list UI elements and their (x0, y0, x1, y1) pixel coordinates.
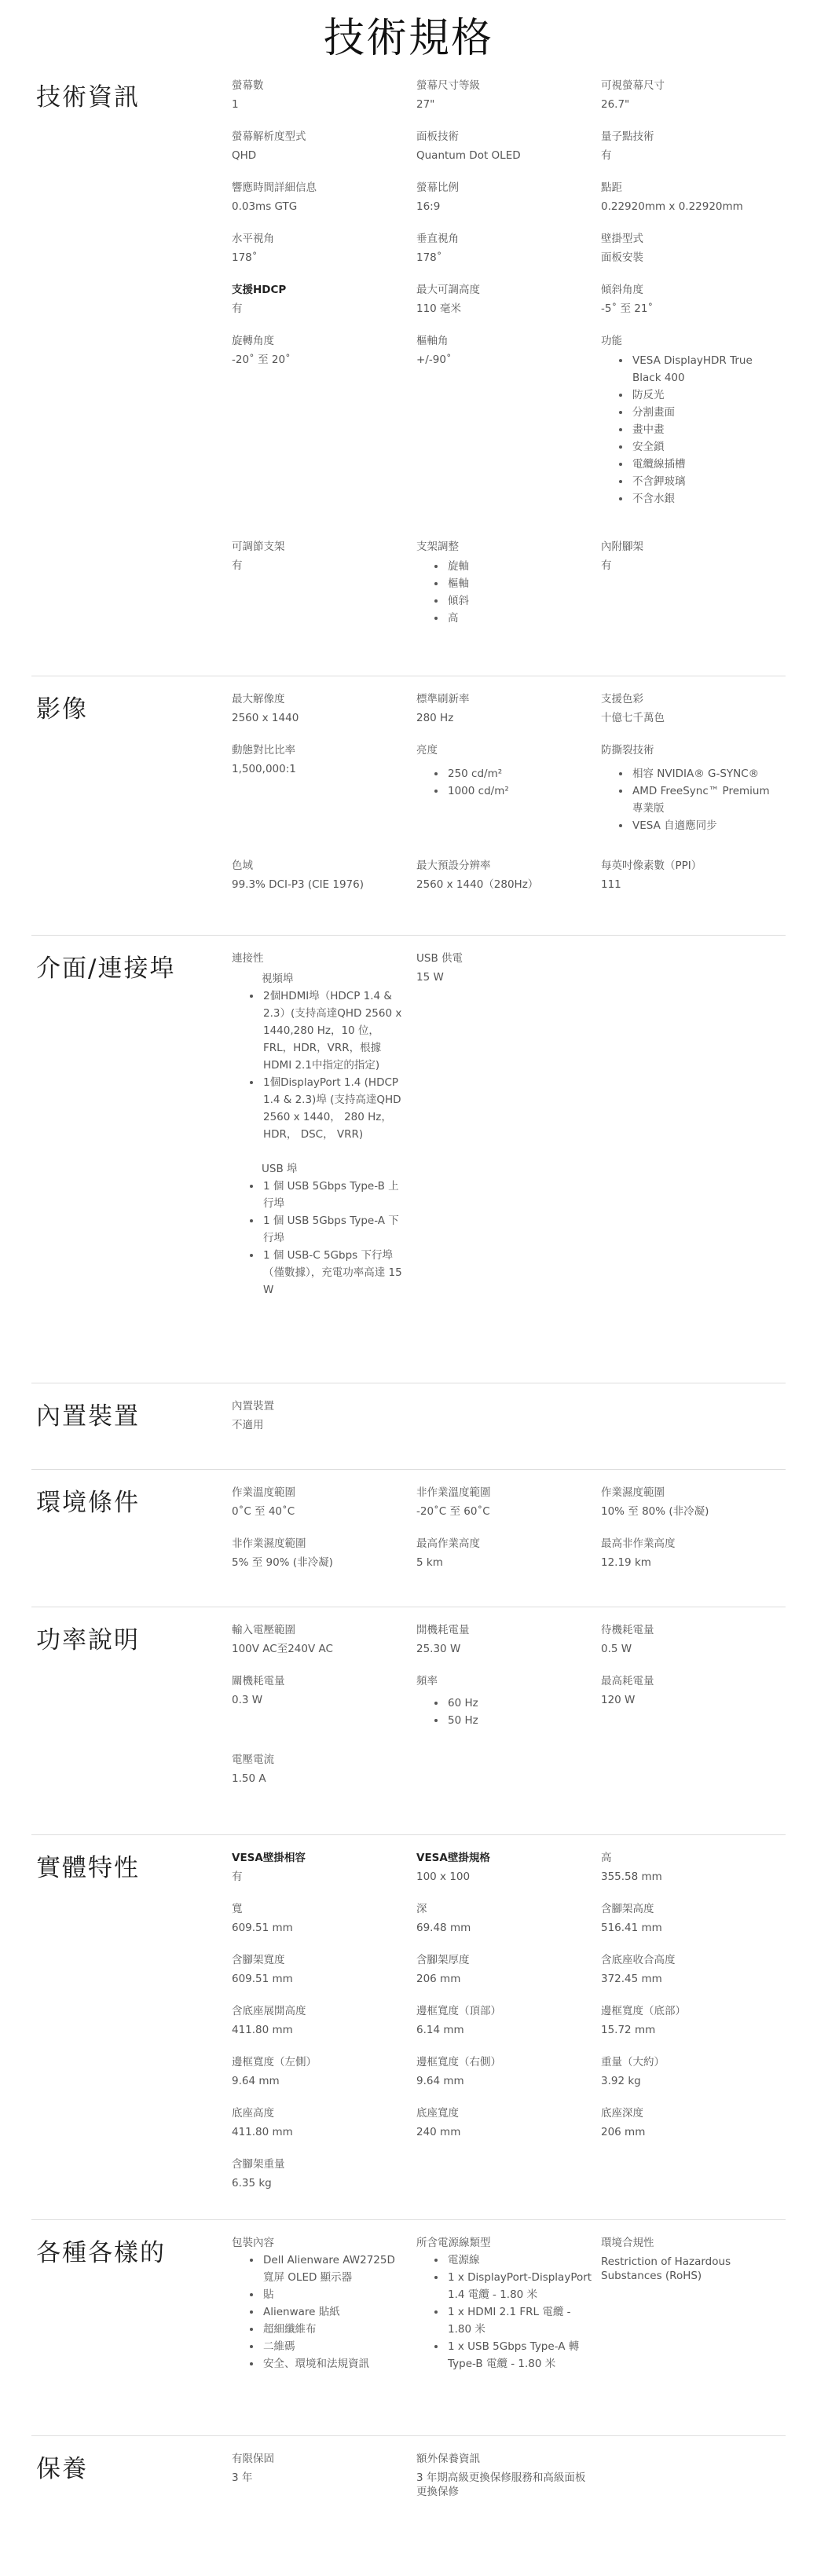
spec-item-op-temp (232, 1486, 408, 1519)
spec-label: 含腳架厚度 (416, 1954, 470, 1966)
spec-value-list (416, 765, 593, 800)
spec-item-panel-tech (416, 130, 593, 163)
spec-value: 3.92 kg (601, 2075, 641, 2087)
spec-value: 12.19 km (601, 1556, 651, 1569)
spec-label: 邊框寬度（底部） (601, 2005, 686, 2017)
spec-label: 含腳架重量 (232, 2158, 285, 2171)
spec-label: 量子點技術 (601, 130, 654, 143)
spec-value: 110 毫米 (416, 302, 462, 315)
spec-label: 最大可調高度 (416, 284, 480, 296)
section-title: 保養 (36, 2455, 88, 2483)
spec-value: 100V AC至240V AC (232, 1643, 333, 1655)
spec-item-base-height (232, 2106, 408, 2139)
list-item: • 1 個 USB-C 5Gbps 下行埠（僅數據），充電功率高達 15 W (262, 1247, 408, 1299)
spec-value-list (416, 2252, 593, 2373)
spec-item-depth-with-stand (416, 1953, 593, 1986)
spec-label: 額外保養資訊 (416, 2453, 480, 2465)
spec-value: 1 (232, 98, 239, 111)
spec-item-screen-size-class (416, 79, 593, 112)
spec-label: 功能 (601, 335, 622, 347)
spec-label: 螢幕尺寸等級 (416, 79, 480, 92)
spec-item-h-viewing-angle (232, 232, 408, 265)
spec-item-bezel-bottom (601, 2004, 778, 2037)
spec-item-wall-mount-type (601, 232, 778, 265)
list-item: • 1 x DisplayPort-DisplayPort 1.4 電纜 - 1.80 米 (446, 2269, 593, 2303)
spec-value: -20˚C 至 60˚C (416, 1505, 490, 1518)
spec-value: 有 (601, 149, 612, 162)
spec-value: -5˚ 至 21˚ (601, 302, 654, 315)
spec-value: 411.80 mm (232, 2024, 293, 2036)
spec-label: 旋轉角度 (232, 335, 274, 347)
spec-item-vesa-spec (416, 1851, 593, 1884)
spec-label: 寬 (232, 1903, 243, 1915)
spec-item-base-depth (601, 2106, 778, 2139)
video-ports-label: 視頻埠 (262, 973, 294, 985)
spec-item-pixel-pitch (601, 181, 778, 214)
spec-item-usb-power (416, 951, 593, 984)
list-item: • 旋軸 (446, 558, 593, 575)
list-item: • 安全鎖 (631, 438, 778, 456)
spec-item-quantum-dot (601, 130, 778, 163)
spec-label: 深 (416, 1903, 427, 1915)
spec-label: 內附腳架 (601, 540, 643, 553)
list-item: • 貼 (262, 2286, 408, 2303)
spec-item-connectivity (232, 951, 408, 1299)
spec-label: 包裝內容 (232, 2237, 274, 2249)
section-title: 環境條件 (36, 1489, 140, 1517)
spec-label: 面板技術 (416, 130, 459, 143)
spec-value: 15.72 mm (601, 2024, 656, 2036)
section-warranty (31, 2435, 786, 2570)
spec-item-max-power (601, 1674, 778, 1707)
spec-item-base-width (416, 2106, 593, 2139)
spec-value: 16:9 (416, 200, 441, 213)
section-builtin (31, 1383, 786, 1470)
spec-label: 傾斜角度 (601, 284, 643, 296)
spec-value: 206 mm (601, 2126, 646, 2138)
spec-item-weight-with-stand (232, 2157, 408, 2190)
list-item: • 1 x HDMI 2.1 FRL 電纜 - 1.80 米 (446, 2303, 593, 2338)
list-item: • 1 個 USB 5Gbps Type-B 上行埠 (262, 1178, 408, 1212)
list-item: • 1個DisplayPort 1.4 (HDCP 1.4 & 2.3)埠 (支持高達QHD 2560 x 1440， 280 Hz， HDR， DSC， VRR) (262, 1074, 408, 1143)
spec-label: USB 供電 (416, 952, 463, 965)
spec-value: 10% 至 80% (非冷凝) (601, 1505, 709, 1518)
spec-value-list (232, 2252, 408, 2373)
list-item: • 不含水銀 (631, 490, 778, 508)
spec-value: +/-90˚ (416, 354, 452, 366)
spec-value: 280 Hz (416, 712, 454, 724)
section-image (31, 676, 786, 936)
spec-label: 關機耗電量 (232, 1675, 285, 1687)
spec-item-current (232, 1753, 408, 1786)
list-item: • 樞軸 (446, 575, 593, 592)
list-item: • 畫中畫 (631, 421, 778, 438)
spec-value: 355.58 mm (601, 1871, 662, 1883)
list-item: • 高 (446, 610, 593, 627)
spec-item-max-resolution (232, 692, 408, 725)
spec-label: 邊框寬度（頂部） (416, 2005, 501, 2017)
spec-item-bezel-left (232, 2055, 408, 2088)
spec-item-screen-count (232, 79, 408, 112)
spec-value: 372.45 mm (601, 1973, 662, 1985)
spec-label: 每英吋像素數（PPI） (601, 859, 702, 872)
spec-label: 響應時間詳細信息 (232, 181, 317, 194)
spec-value: 3 年期高級更換保修服務和高級面板更換保修 (416, 2472, 586, 2498)
spec-label: 最高作業高度 (416, 1537, 480, 1550)
page-title: 技術規格 (323, 15, 493, 62)
list-item: • Dell Alienware AW2725D 寬屏 OLED 顯示器 (262, 2252, 408, 2286)
spec-value: 69.48 mm (416, 1922, 471, 1934)
spec-item-collapsed-height (601, 1953, 778, 1986)
spec-item-tilt-angle (601, 283, 778, 316)
spec-item-bezel-top (416, 2004, 593, 2037)
spec-value: 0.5 W (601, 1643, 632, 1655)
spec-label: 支援HDCP (232, 284, 287, 296)
list-item: • AMD FreeSync™ Premium 專業版 (631, 782, 778, 817)
spec-label: 亮度 (416, 744, 438, 757)
spec-item-width (232, 1902, 408, 1935)
spec-label: 支架調整 (416, 540, 459, 553)
spec-label: 非作業濕度範圍 (232, 1537, 306, 1550)
spec-label: 可視螢幕尺寸 (601, 79, 665, 92)
spec-label: 底座寬度 (416, 2107, 459, 2120)
spec-item-aspect-ratio (416, 181, 593, 214)
spec-item-builtin-devices (232, 1399, 408, 1432)
spec-label: 螢幕數 (232, 79, 264, 92)
spec-value: 516.41 mm (601, 1922, 662, 1934)
spec-value: 240 mm (416, 2126, 461, 2138)
section-title: 技術資訊 (36, 83, 140, 112)
spec-value: 99.3% DCI-P3 (CIE 1976) (232, 878, 364, 891)
spec-value: 206 mm (416, 1973, 461, 1985)
section-title: 功率說明 (36, 1626, 140, 1654)
spec-item-max-op-altitude (416, 1537, 593, 1570)
spec-item-width-with-stand (232, 1953, 408, 1986)
spec-value: 0˚C 至 40˚C (232, 1505, 295, 1518)
spec-label: 螢幕解析度型式 (232, 130, 306, 143)
spec-item-off-power (232, 1674, 408, 1707)
section-ports (31, 935, 786, 1383)
spec-value: 1,500,000:1 (232, 763, 296, 775)
spec-label: 標準刷新率 (416, 693, 470, 705)
list-item: • 50 Hz (446, 1712, 593, 1729)
spec-label: 螢幕比例 (416, 181, 459, 194)
section-title: 介面/連接埠 (36, 955, 176, 983)
spec-value: 十億七千萬色 (601, 712, 665, 724)
spec-item-weight (601, 2055, 778, 2088)
spec-value: 1.50 A (232, 1772, 266, 1785)
spec-value: 有 (232, 1871, 243, 1883)
spec-item-vesa-compatible (232, 1851, 408, 1884)
spec-value: 不適用 (232, 1419, 264, 1431)
spec-item-power-cable-types (416, 2236, 593, 2373)
spec-label: 邊框寬度（右側） (416, 2056, 501, 2068)
section-tech-info (31, 64, 786, 685)
spec-label: 高 (601, 1852, 612, 1864)
spec-label: VESA壁掛相容 (232, 1852, 306, 1864)
usb-ports-list (232, 1178, 408, 1299)
spec-value: -20˚ 至 20˚ (232, 354, 291, 366)
list-item: • 相容 NVIDIA® G-SYNC® (631, 765, 778, 782)
section-environment (31, 1469, 786, 1607)
section-power (31, 1607, 786, 1835)
spec-value: 178˚ (416, 251, 442, 264)
spec-value: 2560 x 1440 (232, 712, 299, 724)
spec-value: 5 km (416, 1556, 443, 1569)
list-item: • 電源線 (446, 2252, 593, 2269)
spec-value: 0.3 W (232, 1694, 263, 1706)
list-item: • 60 Hz (446, 1695, 593, 1712)
spec-label: 內置裝置 (232, 1400, 274, 1413)
section-title: 各種各樣的 (36, 2239, 166, 2267)
list-item: • 防反光 (631, 387, 778, 404)
spec-item-ppi (601, 859, 778, 892)
spec-item-hdcp (232, 283, 408, 316)
spec-label: 作業溫度範圍 (232, 1486, 295, 1499)
spec-value: 有 (601, 559, 612, 572)
spec-item-nonop-temp (416, 1486, 593, 1519)
spec-label: 作業濕度範圍 (601, 1486, 665, 1499)
spec-label: 支援色彩 (601, 693, 643, 705)
spec-label: VESA壁掛規格 (416, 1852, 490, 1864)
spec-item-extra-warranty (416, 2452, 593, 2499)
spec-item-dynamic-contrast (232, 743, 408, 776)
spec-item-resolution-type (232, 130, 408, 163)
spec-value: 2560 x 1440（280Hz） (416, 878, 539, 891)
spec-label: 待機耗電量 (601, 1624, 654, 1636)
spec-item-input-voltage (232, 1623, 408, 1656)
spec-label: 重量（大約） (601, 2056, 665, 2068)
spec-item-extended-height (232, 2004, 408, 2037)
spec-value: Quantum Dot OLED (416, 149, 521, 162)
spec-label: 垂直視角 (416, 233, 459, 245)
spec-label: 有限保固 (232, 2453, 274, 2465)
spec-label: 邊框寬度（左側） (232, 2056, 317, 2068)
spec-item-stand-adjustment (416, 540, 593, 627)
spec-item-max-nonop-altitude (601, 1537, 778, 1570)
spec-value: 6.14 mm (416, 2024, 464, 2036)
spec-value: Restriction of Hazardous Substances (RoHS) (601, 2255, 731, 2282)
list-item: • 不含鉀玻璃 (631, 473, 778, 490)
spec-label: 含腳架高度 (601, 1903, 654, 1915)
spec-value: 27" (416, 98, 435, 111)
list-item: • 超細纖維布 (262, 2321, 408, 2338)
spec-item-bezel-right (416, 2055, 593, 2088)
video-ports-list (232, 988, 408, 1143)
list-item: • 250 cd/m² (446, 765, 593, 782)
spec-value: 120 W (601, 1694, 636, 1706)
spec-label: 含底座展開高度 (232, 2005, 306, 2017)
spec-label: 底座深度 (601, 2107, 643, 2120)
usb-ports-label: USB 埠 (262, 1163, 298, 1175)
spec-value: 有 (232, 559, 243, 572)
list-item: • VESA DisplayHDR True Black 400 (631, 352, 778, 387)
spec-value: 111 (601, 878, 621, 891)
section-misc (31, 2219, 786, 2436)
spec-value: 9.64 mm (232, 2075, 280, 2087)
spec-value-list (416, 1695, 593, 1729)
spec-label: 連接性 (232, 952, 264, 965)
spec-item-viewable-size (601, 79, 778, 112)
list-item: • 電纜線插槽 (631, 456, 778, 473)
spec-item-max-preset-resolution (416, 859, 593, 892)
spec-item-nonop-humidity (232, 1537, 408, 1570)
spec-value: 9.64 mm (416, 2075, 464, 2087)
section-physical (31, 1834, 786, 2220)
spec-value: 178˚ (232, 251, 258, 264)
spec-value: 609.51 mm (232, 1922, 293, 1934)
spec-label: 非作業溫度範圍 (416, 1486, 491, 1499)
list-item: • 2個HDMI埠（HDCP 1.4 & 2.3）(支持高達QHD 2560 x 1440,280 Hz，10 位，FRL，HDR，VRR，根據HDMI 2.1中指定的指定) (262, 988, 408, 1074)
spec-value: 有 (232, 302, 243, 315)
spec-label: 頻率 (416, 1675, 438, 1687)
section-title: 影像 (36, 695, 88, 724)
list-item: • 傾斜 (446, 592, 593, 610)
list-item: • 1 個 USB 5Gbps Type-A 下行埠 (262, 1212, 408, 1247)
spec-label: 最大解像度 (232, 693, 285, 705)
spec-value-list (601, 765, 778, 834)
spec-value: 0.22920mm x 0.22920mm (601, 200, 743, 213)
list-item: • 分割畫面 (631, 404, 778, 421)
spec-item-environmental-compliance (601, 2236, 778, 2283)
spec-value: 面板安裝 (601, 251, 643, 264)
spec-label: 防撕裂技術 (601, 744, 654, 757)
list-item: • 安全、環境和法規資訊 (262, 2355, 408, 2373)
spec-label: 色域 (232, 859, 253, 872)
spec-value: 15 W (416, 971, 444, 984)
spec-value-list (416, 558, 593, 627)
spec-label: 含底座收合高度 (601, 1954, 676, 1966)
spec-value: 609.51 mm (232, 1973, 293, 1985)
spec-item-limited-warranty (232, 2452, 408, 2485)
spec-item-features (601, 334, 778, 508)
spec-item-anti-tearing (601, 743, 778, 834)
spec-value: 411.80 mm (232, 2126, 293, 2138)
list-item: • 二維碼 (262, 2338, 408, 2355)
spec-item-color-gamut (232, 859, 408, 892)
spec-item-max-height-adjust (416, 283, 593, 316)
spec-item-depth (416, 1902, 593, 1935)
spec-item-refresh-rate (416, 692, 593, 725)
spec-label: 最高非作業高度 (601, 1537, 676, 1550)
spec-item-op-humidity (601, 1486, 778, 1519)
spec-label: 最大預設分辨率 (416, 859, 491, 872)
spec-label: 可調節支架 (232, 540, 285, 553)
spec-label: 電壓電流 (232, 1753, 274, 1766)
spec-label: 點距 (601, 181, 622, 194)
spec-label: 樞軸角 (416, 335, 449, 347)
spec-value: 6.35 kg (232, 2177, 272, 2189)
spec-item-swivel-angle (232, 334, 408, 367)
spec-value-list (601, 352, 778, 508)
spec-label: 壁掛型式 (601, 233, 643, 245)
spec-item-pivot-angle (416, 334, 593, 367)
spec-label: 環境合規性 (601, 2237, 654, 2249)
spec-value: 3 年 (232, 2472, 253, 2484)
spec-value: 0.03ms GTG (232, 200, 298, 213)
spec-item-package-contents (232, 2236, 408, 2373)
list-item: • 1000 cd/m² (446, 782, 593, 800)
spec-item-response-time (232, 181, 408, 214)
spec-item-height (601, 1851, 778, 1884)
spec-item-standby-power (601, 1623, 778, 1656)
spec-item-brightness (416, 743, 593, 800)
spec-value: 25.30 W (416, 1643, 461, 1655)
spec-label: 最高耗電量 (601, 1675, 654, 1687)
spec-label: 含腳架寬度 (232, 1954, 285, 1966)
spec-item-frequency (416, 1674, 593, 1729)
spec-item-v-viewing-angle (416, 232, 593, 265)
spec-label: 所含電源線類型 (416, 2237, 491, 2249)
section-title: 內置裝置 (36, 1402, 140, 1431)
spec-value: 100 x 100 (416, 1871, 471, 1883)
spec-value: 26.7" (601, 98, 630, 111)
list-item: • 1 x USB 5Gbps Type-A 轉 Type-B 電纜 - 1.80 米 (446, 2338, 593, 2373)
spec-label: 開機耗電量 (416, 1624, 470, 1636)
spec-item-included-stand (601, 540, 778, 573)
spec-item-on-power (416, 1623, 593, 1656)
spec-item-height-with-stand (601, 1902, 778, 1935)
spec-label: 輸入電壓範圍 (232, 1624, 295, 1636)
section-title: 實體特性 (36, 1854, 140, 1882)
list-item: • Alienware 貼紙 (262, 2303, 408, 2321)
spec-label: 底座高度 (232, 2107, 274, 2120)
spec-value: QHD (232, 149, 257, 162)
spec-label: 水平視角 (232, 233, 274, 245)
spec-label: 動態對比比率 (232, 744, 295, 757)
spec-item-adjustable-stand (232, 540, 408, 573)
list-item: • VESA 自適應同步 (631, 817, 778, 834)
spec-item-color-support (601, 692, 778, 725)
spec-value: 5% 至 90% (非冷凝) (232, 1556, 333, 1569)
